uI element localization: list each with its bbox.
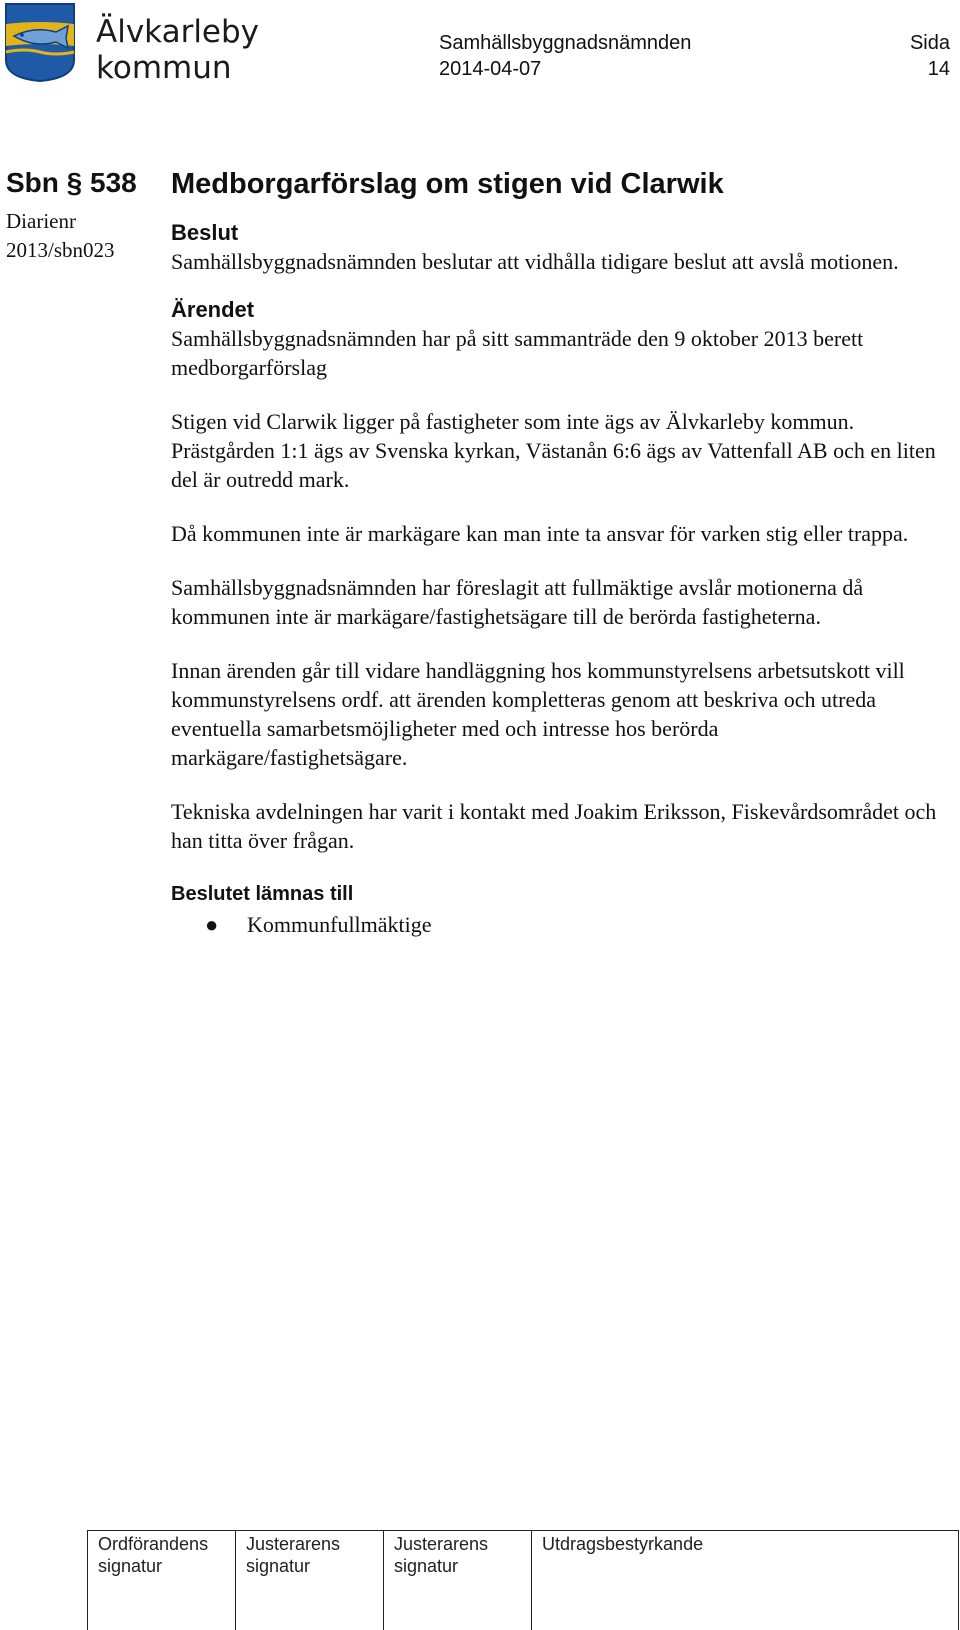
signature-cell-certification [531,1531,959,1630]
beslut-heading: Beslut [171,220,239,245]
beslut-text: Samhällsbyggnadsnämnden beslutar att vidhålla tidigare beslut att avslå motionen. [171,249,899,274]
list-item [171,910,951,939]
arendet-paragraph-5: Innan ärenden går till vidare handläggning hos kommunstyrelsens arbetsutskott vill kommunstyrelsens ordf. att ärenden kompletteras genom att beskriva och utreda eventuella samarbetsmöjligheter med och intresse hos berörda markägare/fastighetsägare. [171,658,905,770]
signature-cell-chair [87,1531,235,1630]
diarienr-value: 2013/sbn023 [6,238,115,262]
arendet-heading: Ärendet [171,297,255,322]
brand-line-2: kommun [96,50,232,86]
diarienr-label: Diarienr [6,209,76,233]
arendet-paragraph-1: Samhällsbyggnadsnämnden har på sitt sammanträde den 9 oktober 2013 berett medborgarförslag [171,326,864,380]
signature-cell-adjuster-2-line2: signatur [394,1556,459,1576]
page-title: Medborgarförslag om stigen vid Clarwik [171,168,724,200]
signature-cell-adjuster-2 [383,1531,531,1630]
header-page-number: 14 [927,58,950,80]
header-committee: Samhällsbyggnadsnämnden [439,32,692,54]
arendet-paragraph-3: Då kommunen inte är markägare kan man inte ta ansvar för varken stig eller trappa. [171,521,909,546]
header-date: 2014-04-07 [439,58,542,80]
signature-cell-adjuster-1 [235,1531,383,1630]
paragraph-number: Sbn § 538 [6,167,137,198]
main-content [171,167,951,939]
sent-to-heading: Beslutet lämnas till [171,883,354,905]
brand-name [96,14,259,86]
signature-table [87,1530,959,1630]
arendet-paragraph-2: Stigen vid Clarwik ligger på fastigheter som inte ägs av Älvkarleby kommun. Prästgården 1:1 ägs av Svenska kyrkan, Västanån 6:6 ägs av Vattenfall AB och en liten del är outredd mark. [171,409,936,492]
sent-to-recipient: Kommunfullmäktige [247,912,432,937]
signature-cell-adjuster-1-line1: Justerarens [246,1534,341,1554]
arendet-paragraph-4: Samhällsbyggnadsnämnden har föreslagit att fullmäktige avslår motionerna då kommunen inte är markägare/fastighetsägare till de berörda fastigheterna. [171,575,864,629]
signature-cell-certification-line1: Utdragsbestyrkande [542,1534,704,1554]
signature-cell-adjuster-2-line1: Justerarens [394,1534,489,1554]
signature-cell-chair-line1: Ordförandens [98,1534,209,1554]
municipal-coat-of-arms-fish-icon [4,2,76,82]
header-page-label: Sida [909,32,950,54]
arendet-paragraph-6: Tekniska avdelningen har varit i kontakt med Joakim Eriksson, Fiskevårdsområdet och han titta över frågan. [171,799,937,853]
signature-cell-chair-line2: signatur [98,1556,163,1576]
signature-cell-adjuster-1-line2: signatur [246,1556,311,1576]
brand-line-1: Älvkarleby [96,14,260,50]
bullet-icon: ● [205,912,219,937]
